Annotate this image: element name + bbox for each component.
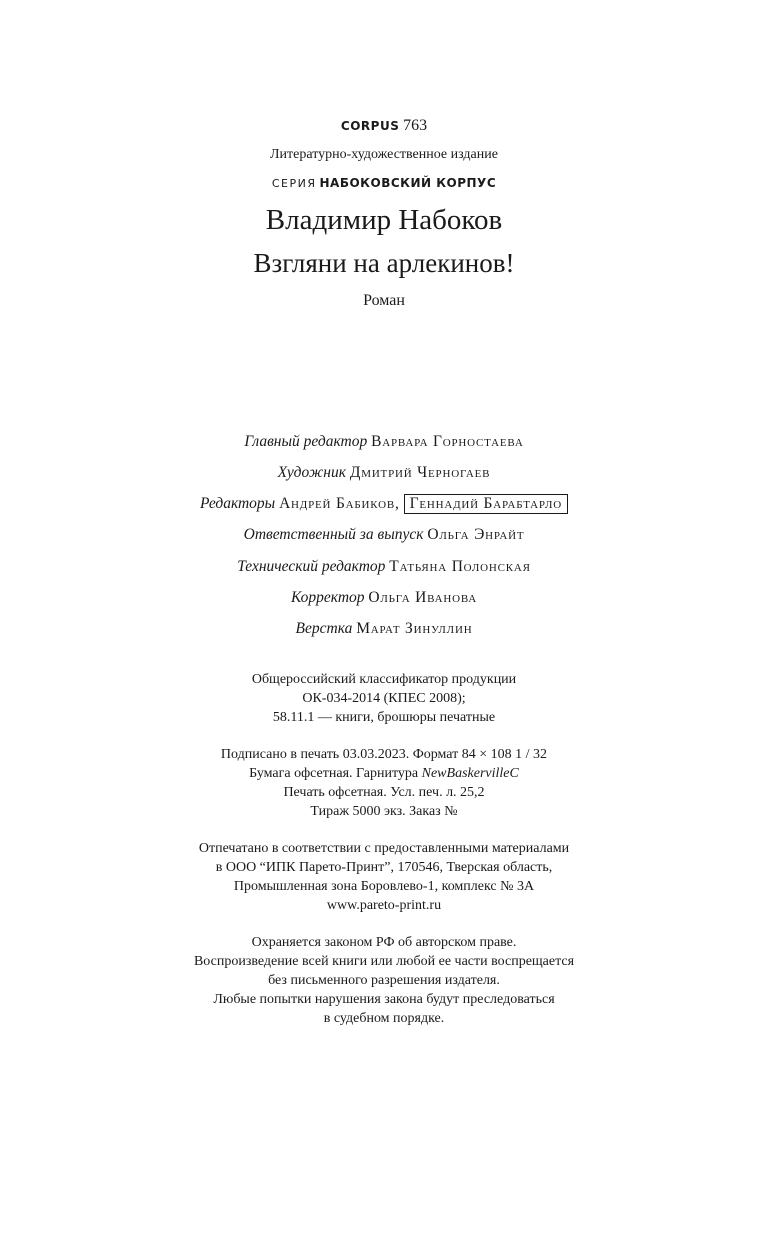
credit-person: Ольга Иванова [368, 589, 478, 606]
typeface-name: NewBaskervilleC [421, 766, 519, 781]
copyright-line: Охраняется законом РФ об авторском праве. [251, 935, 517, 950]
book-author: Владимир Набоков [265, 204, 503, 236]
credit-person-highlighted: Геннадий Барабтарло [404, 494, 568, 514]
series-line [0, 176, 768, 191]
credit-role: Главный редактор [244, 433, 368, 450]
copyright-line: Любые попытки нарушения закона будут преследоваться [213, 992, 555, 1007]
classifier-line: ОК-034-2014 (КПЕС 2008); [302, 691, 466, 706]
credit-person: Ольга Энрайт [427, 526, 525, 543]
print-info-line: Печать офсетная. Усл. печ. л. 25,2 [283, 785, 485, 800]
credit-person: Андрей Бабиков, [279, 495, 400, 512]
book-title: Взгляни на арлекинов! [253, 248, 515, 278]
printer-line: Отпечатано в соответствии с предоставленными материалами [198, 841, 570, 856]
classifier-line: Общероссийский классификатор продукции [251, 672, 517, 687]
credit-line [0, 558, 768, 576]
print-info-line: Подписано в печать 03.03.2023. Формат 84 × 108 1 / 32 [220, 747, 548, 762]
credit-line [0, 620, 768, 638]
credit-role: Верстка [295, 620, 353, 637]
credit-role: Технический редактор [237, 558, 386, 575]
copyright-line: в судебном порядке. [323, 1011, 445, 1026]
print-info-line [0, 764, 768, 783]
credit-person: Татьяна Полонская [389, 558, 531, 575]
publisher-line [0, 117, 768, 135]
classifier-block [0, 670, 768, 727]
series-label: СЕРИЯ [271, 177, 317, 190]
classifier-line: 58.11.1 — книги, брошюры печатные [272, 710, 496, 725]
credit-role: Корректор [290, 589, 365, 606]
credit-line [0, 433, 768, 451]
print-info-block [0, 745, 768, 821]
printer-block [0, 839, 768, 915]
credit-role: Художник [277, 464, 346, 481]
credit-person: Варвара Горностаева [371, 433, 524, 450]
credit-line [0, 589, 768, 607]
copyright-block [0, 933, 768, 1028]
copyright-line: без письменного разрешения издателя. [268, 973, 500, 988]
credit-role: Редакторы [199, 495, 276, 512]
series-name: НАБОКОВСКИЙ КОРПУС [319, 176, 497, 190]
credit-line [0, 526, 768, 544]
genre-line: Литературно-художественное издание [270, 147, 498, 162]
print-info-line: Тираж 5000 экз. Заказ № [310, 804, 458, 819]
copyright-line: Воспроизведение всей книги или любой ее части воспрещается [193, 954, 575, 969]
printer-line: Промышленная зона Боровлево-1, комплекс № 3А [233, 879, 535, 894]
printer-line: в ООО “ИПК Парето-Принт”, 170546, Тверская область, [215, 860, 553, 875]
credit-line [0, 495, 768, 513]
typeface-label: Бумага офсетная. Гарнитура [249, 766, 419, 781]
credit-person: Дмитрий Черногаев [349, 464, 491, 481]
publisher-number: 763 [403, 117, 428, 134]
book-subtitle: Роман [363, 292, 405, 309]
printer-website: www.pareto-print.ru [326, 898, 442, 913]
credit-line [0, 464, 768, 482]
credit-person: Марат Зинуллин [356, 620, 473, 637]
credit-role: Ответственный за выпуск [243, 526, 424, 543]
publisher-brand: CORPUS [340, 119, 400, 133]
